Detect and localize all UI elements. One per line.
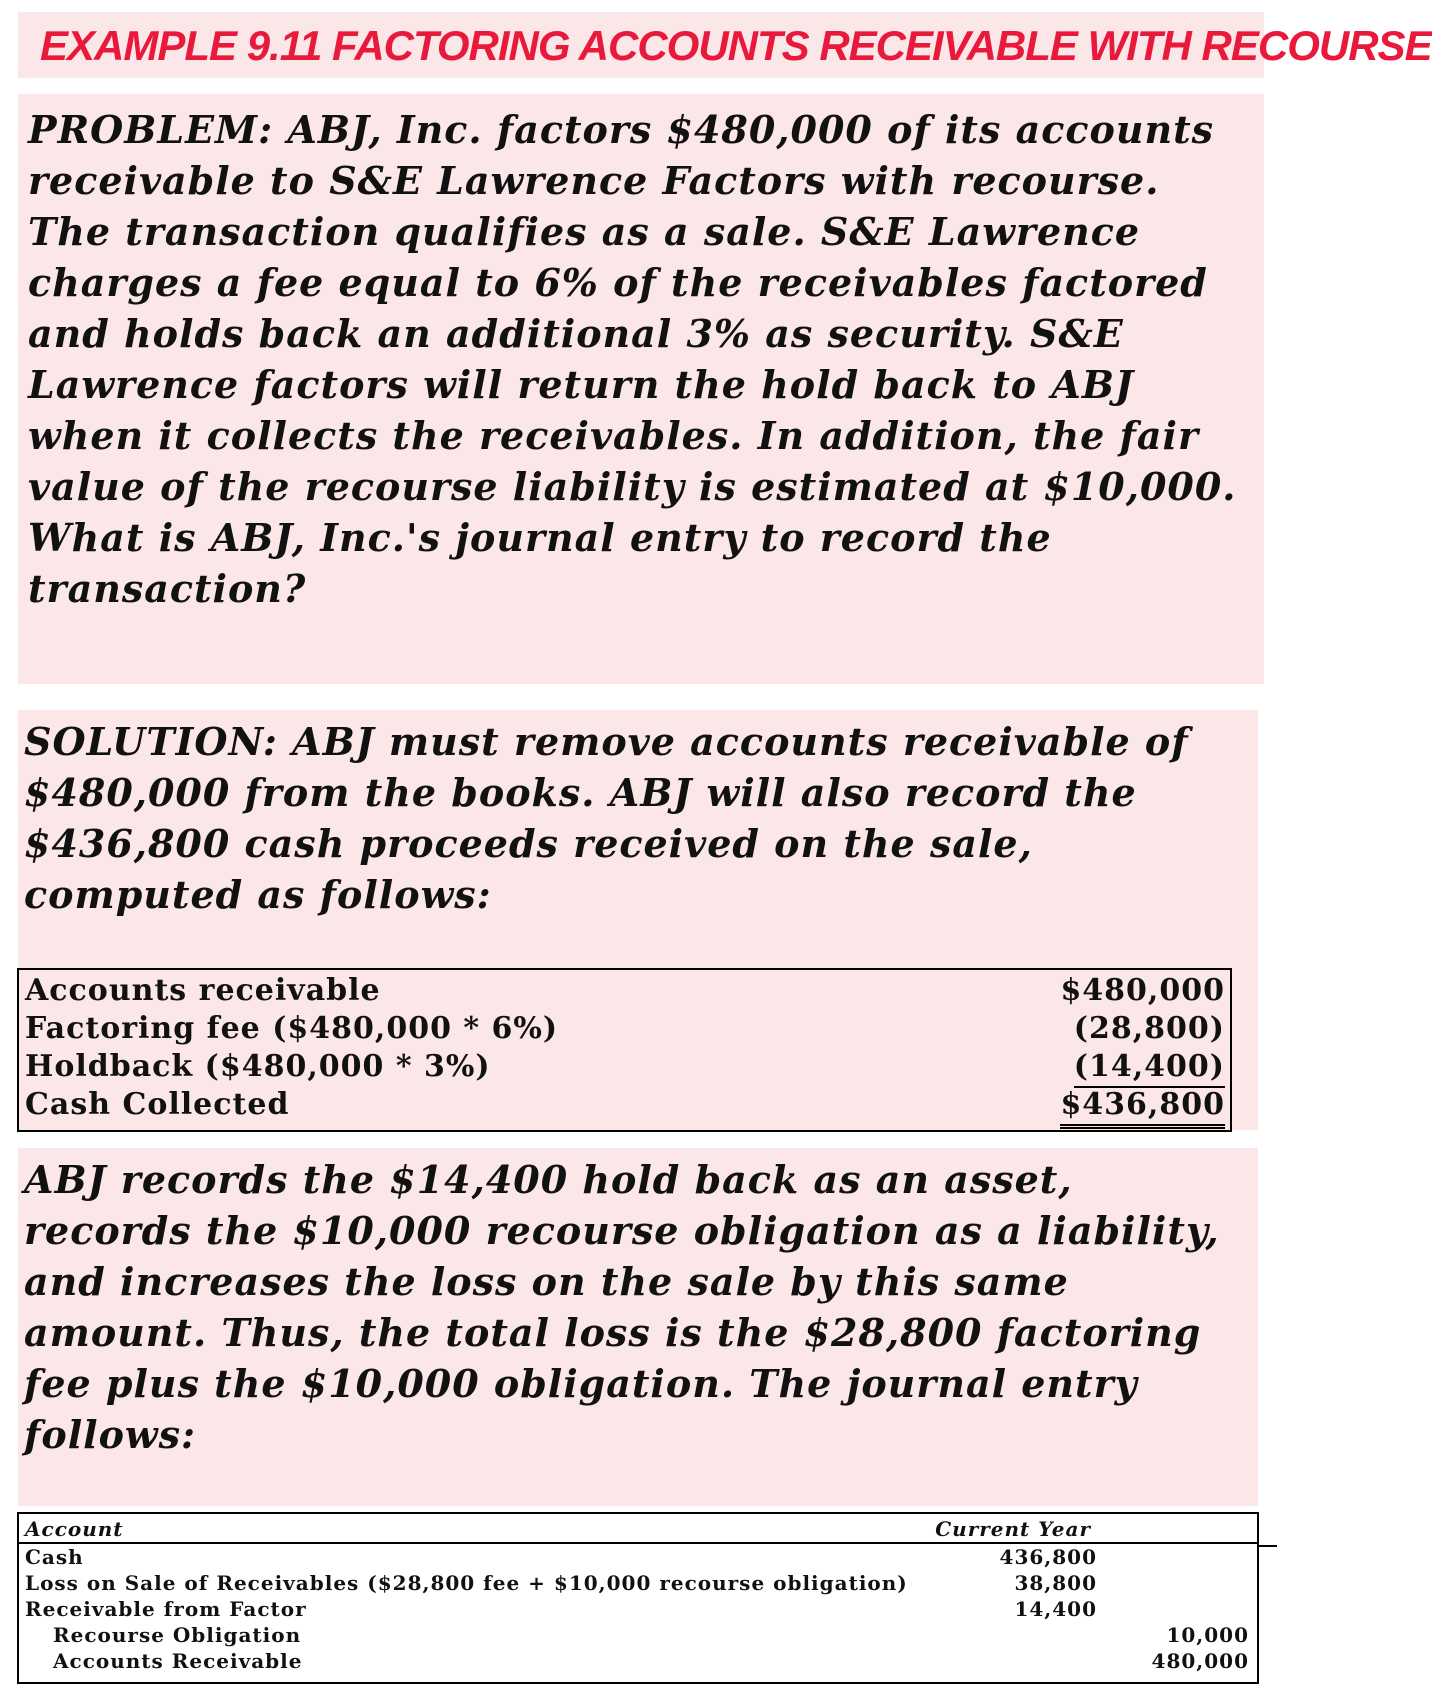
cash-calculation-table: [17, 968, 1232, 1132]
calc-value: (14,400): [1074, 1048, 1225, 1088]
problem-section: [18, 94, 1264, 684]
journal-account: Cash: [25, 1545, 84, 1569]
title-band: [18, 12, 1432, 78]
header-rule-extension: [1259, 1545, 1277, 1547]
journal-debit: 436,800: [999, 1545, 1097, 1569]
journal-account: Accounts Receivable: [53, 1649, 303, 1673]
calc-row: [25, 1048, 1225, 1086]
header-current-year: Current Year: [935, 1517, 1091, 1541]
journal-debit: 14,400: [1014, 1597, 1097, 1621]
journal-row: [19, 1648, 1259, 1674]
header-account: Account: [25, 1517, 124, 1541]
explanation-section: [18, 1148, 1258, 1506]
journal-row: [19, 1596, 1259, 1622]
solution-text: SOLUTION: ABJ must remove accounts receivable of $480,000 from the books. ABJ will also record the $436,800 cash proceeds received on the sale, computed as follows:: [24, 719, 1189, 917]
journal-credit: 10,000: [1166, 1623, 1249, 1647]
journal-account: Receivable from Factor: [25, 1597, 307, 1621]
calc-label: Cash Collected: [25, 1087, 290, 1122]
calc-value: $436,800: [1060, 1086, 1225, 1129]
example-title: EXAMPLE 9.11 FACTORING ACCOUNTS RECEIVABLE WITH RECOURSE: [40, 22, 1432, 69]
calc-value: (28,800): [1073, 1011, 1225, 1046]
calc-row: [25, 972, 1225, 1010]
journal-account: Loss on Sale of Receivables ($28,800 fee + $10,000 recourse obligation): [25, 1571, 908, 1595]
journal-row: [19, 1622, 1259, 1648]
calc-label: Factoring fee ($480,000 * 6%): [25, 1011, 559, 1046]
calc-row: [25, 1010, 1225, 1048]
journal-credit: 480,000: [1151, 1649, 1249, 1673]
journal-debit: 38,800: [1014, 1571, 1097, 1595]
journal-row: [19, 1570, 1259, 1596]
journal-account: Recourse Obligation: [53, 1623, 302, 1647]
calc-label: Accounts receivable: [25, 973, 381, 1008]
journal-row: [19, 1544, 1259, 1570]
journal-header-row: [19, 1516, 1259, 1544]
calc-row: [25, 1086, 1225, 1124]
problem-text: PROBLEM: ABJ, Inc. factors $480,000 of its accounts receivable to S&E Lawrence Factors with recourse. The transaction qualifies as a sale. S&E Lawrence charges a fee equal to 6% of the receivables factored and holds back an additional 3% as security. S&E Lawrence factors will return the hold back to ABJ when it collects the receivables. In addition, the fair value of the recourse liability is estimated at $10,000. What is ABJ, Inc.'s journal entry to record the transaction?: [28, 107, 1237, 611]
calc-label: Holdback ($480,000 * 3%): [25, 1049, 491, 1084]
journal-entry-table: [17, 1512, 1259, 1684]
calc-value: $480,000: [1060, 973, 1225, 1008]
explanation-text: ABJ records the $14,400 hold back as an asset, records the $10,000 recourse obligation as a liability, and increases the loss on the sale by this same amount. Thus, the total loss is the $28,800 factoring fee plus the $10,000 obligation. The journal entry follows:: [24, 1157, 1220, 1457]
